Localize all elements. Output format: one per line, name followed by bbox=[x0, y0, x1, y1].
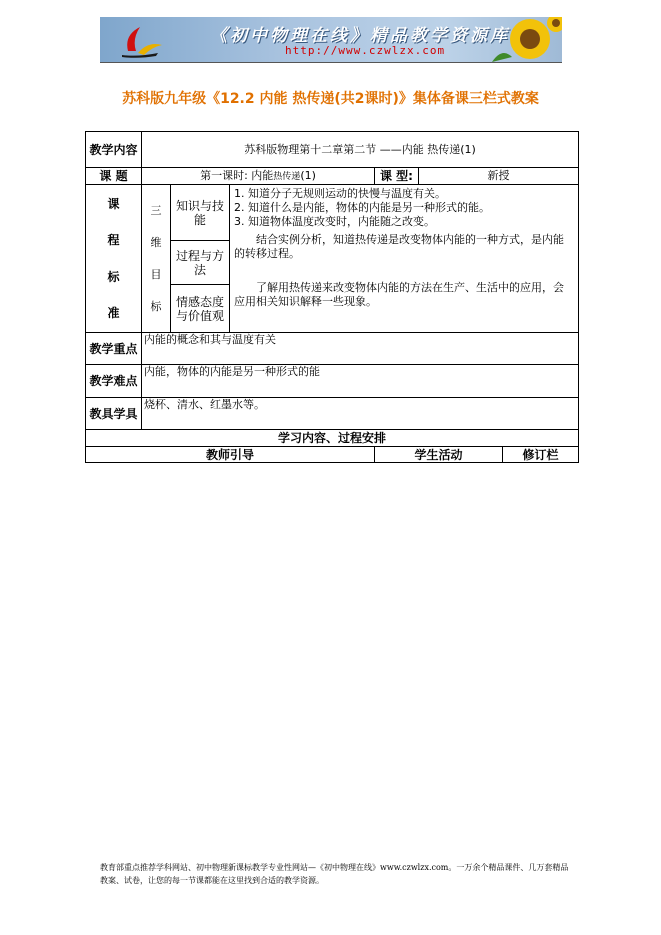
content-value: 苏科版物理第十二章第二节 ——内能 热传递(1) bbox=[142, 132, 579, 168]
key-label: 教学重点 bbox=[86, 333, 142, 365]
topic-label: 课 题 bbox=[86, 168, 142, 185]
dim-knowledge: 知识与技能 bbox=[171, 185, 230, 241]
three-dim-label: 三 维 目 标 bbox=[142, 185, 171, 333]
tools-value: 烧杯、清水、红墨水等。 bbox=[142, 398, 579, 430]
tools-label: 教具学具 bbox=[86, 398, 142, 430]
knowledge-goal-2: 2. 知道什么是内能，物体的内能是另一种形式的能。 bbox=[234, 201, 490, 214]
banner-title: 《初中物理在线》精品教学资源库 bbox=[210, 26, 510, 46]
content-label: 教学内容 bbox=[86, 132, 142, 168]
knowledge-goal-1: 1. 知道分子无规则运动的快慢与温度有关。 bbox=[234, 187, 446, 200]
knowledge-goal-3: 3. 知道物体温度改变时，内能随之改变。 bbox=[234, 215, 435, 228]
dim-process: 过程与方法 bbox=[171, 241, 230, 285]
type-value: 新授 bbox=[419, 168, 579, 185]
arrangement-header: 学习内容、过程安排 bbox=[86, 430, 579, 447]
site-logo-icon bbox=[118, 21, 166, 59]
document-title: 苏科版九年级《12.2 内能 热传递(共2课时)》集体备课三栏式教案 bbox=[122, 91, 539, 107]
sunflower-icon bbox=[472, 17, 562, 62]
col-student-activity: 学生活动 bbox=[375, 447, 503, 463]
key-value: 内能的概念和其与温度有关 bbox=[142, 333, 579, 365]
standard-label: 课 程 标 准 bbox=[86, 185, 142, 333]
goals-cell bbox=[230, 185, 579, 333]
footer-text: 教育部重点推荐学科网站、初中物理新课标教学专业性网站—《初中物理在线》www.czwlzx.com。一万余个精品课件、几万套精品教案、试卷，让您的每一节课都能在这里找到合适的教学资源。 bbox=[100, 863, 569, 885]
process-goal: 结合实例分析，知道热传递是改变物体内能的一种方式，是内能的转移过程。 bbox=[234, 233, 564, 260]
difficulty-value: 内能，物体的内能是另一种形式的能 bbox=[142, 365, 579, 398]
banner-rule bbox=[100, 62, 562, 63]
emotion-goal: 了解用热传递来改变物体内能的方法在生产、生活中的应用，会应用相关知识解释一些现象。 bbox=[234, 281, 564, 308]
difficulty-label: 教学难点 bbox=[86, 365, 142, 398]
col-teacher-guide: 教师引导 bbox=[86, 447, 375, 463]
col-revision: 修订栏 bbox=[503, 447, 579, 463]
banner-url[interactable]: http://www.czwlzx.com bbox=[285, 44, 446, 57]
type-label: 课 型: bbox=[375, 168, 419, 185]
topic-value: 第一课时: 内能热传递(1) bbox=[142, 168, 375, 185]
lesson-plan-table bbox=[85, 131, 579, 463]
dim-emotion: 情感态度与价值观 bbox=[171, 285, 230, 333]
site-banner bbox=[100, 17, 562, 62]
